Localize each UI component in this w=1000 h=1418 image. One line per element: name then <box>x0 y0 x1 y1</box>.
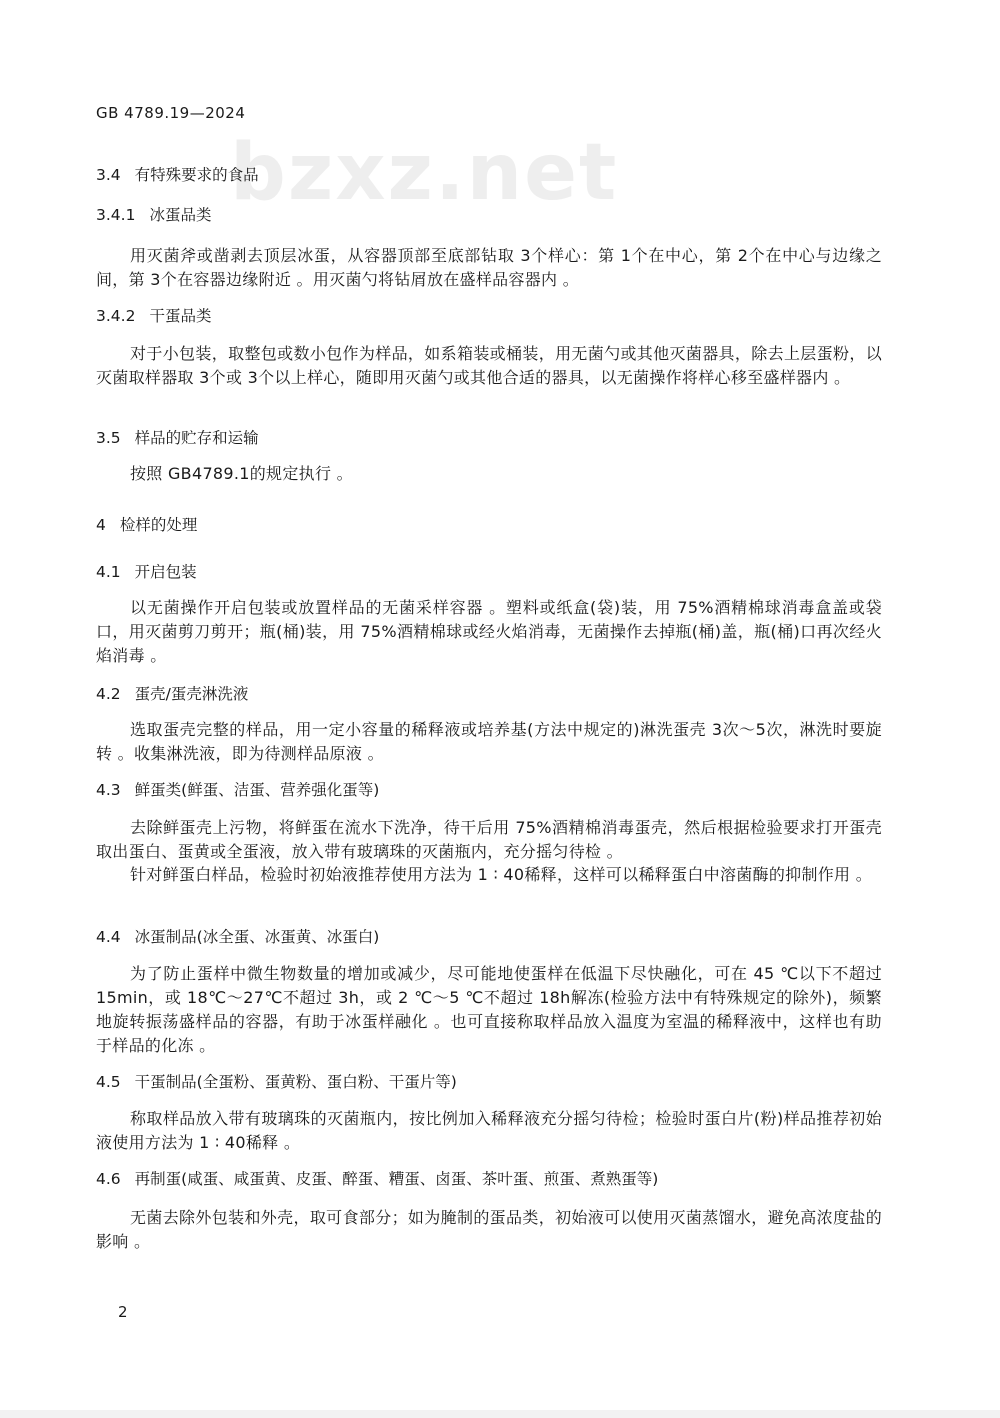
section-title: 冰蛋制品(冰全蛋、冰蛋黄、冰蛋白) <box>134 928 380 946</box>
section-number: 4.4 <box>96 928 121 946</box>
paragraph: 针对鲜蛋白样品，检验时初始液推荐使用方法为 1 ∶ 40稀释，这样可以稀释蛋白中溶菌酶的抑制作用 。 <box>130 865 873 884</box>
section-heading-4-3 <box>96 779 379 801</box>
paragraph: 按照 GB4789.1的规定执行 。 <box>130 464 353 483</box>
watermark-logo: bzxz.net <box>230 128 619 218</box>
section-heading-4-6 <box>96 1168 658 1190</box>
section-number: 4 <box>96 516 106 534</box>
section-heading-4-2 <box>96 683 248 705</box>
section-heading-3-4-1 <box>96 204 211 226</box>
section-number: 3.4 <box>96 166 121 184</box>
section-number: 4.5 <box>96 1073 121 1091</box>
paragraph: 无菌去除外包装和外壳，取可食部分；如为腌制的蛋品类，初始液可以使用灭菌蒸馏水，避免高浓度盐的影响 。 <box>96 1208 882 1251</box>
paragraph: 为了防止蛋样中微生物数量的增加或减少，尽可能地使蛋样在低温下尽快融化，可在 45 ℃以下不超过 15min，或 18℃～27℃不超过 3h，或 2 ℃～5 ℃不超过 18h解冻(检验方法中有特殊规定的除外)，频繁地旋转振荡盛样品的容器，有助于冰蛋样融化 。也可直接称取样品放入温度为室温的稀释液中，这样也有助于样品的化冻 。 <box>96 964 882 1055</box>
page-number: 2 <box>118 1303 128 1321</box>
section-title: 鲜蛋类(鲜蛋、洁蛋、营养强化蛋等) <box>134 781 380 799</box>
paragraph: 去除鲜蛋壳上污物，将鲜蛋在流水下洗净，待干后用 75%酒精棉消毒蛋壳，然后根据检验要求打开蛋壳取出蛋白、蛋黄或全蛋液，放入带有玻璃珠的灭菌瓶内，充分摇匀待检 。 <box>96 818 882 861</box>
section-number: 4.6 <box>96 1170 121 1188</box>
section-heading-3-4-2 <box>96 305 211 327</box>
paragraph: 以无菌操作开启包装或放置样品的无菌采样容器 。塑料或纸盒(袋)装，用 75%酒精棉球消毒盒盖或袋口，用灭菌剪刀剪开；瓶(桶)装，用 75%酒精棉球或经火焰消毒，无菌操作去掉瓶(桶)盖，瓶(桶)口再次经火焰消毒 。 <box>96 598 882 665</box>
section-heading-4 <box>96 514 197 536</box>
paragraph: 选取蛋壳完整的样品，用一定小容量的稀释液或培养基(方法中规定的)淋洗蛋壳 3次～5次，淋洗时要旋转 。收集淋洗液，即为待测样品原液 。 <box>96 720 882 763</box>
section-heading-4-5 <box>96 1071 457 1093</box>
section-number: 3.5 <box>96 429 121 447</box>
section-title: 冰蛋品类 <box>149 206 212 224</box>
section-heading-4-1 <box>96 561 197 583</box>
section-title: 样品的贮存和运输 <box>134 429 259 447</box>
section-number: 3.4.2 <box>96 307 136 325</box>
section-heading-3-5 <box>96 427 259 449</box>
section-heading-3-4 <box>96 164 259 186</box>
paragraph: 用灭菌斧或凿剥去顶层冰蛋，从容器顶部至底部钻取 3个样心：第 1个在中心，第 2个在中心与边缘之间，第 3个在容器边缘附近 。用灭菌勺将钻屑放在盛样品容器内 。 <box>96 246 882 289</box>
section-heading-4-4 <box>96 926 379 948</box>
paragraph: 称取样品放入带有玻璃珠的灭菌瓶内，按比例加入稀释液充分摇匀待检；检验时蛋白片(粉)样品推荐初始液使用方法为 1 ∶ 40稀释 。 <box>96 1109 882 1152</box>
standard-header: GB 4789.19—2024 <box>96 104 246 122</box>
section-title: 再制蛋(咸蛋、咸蛋黄、皮蛋、醉蛋、糟蛋、卤蛋、茶叶蛋、煎蛋、煮熟蛋等) <box>134 1170 659 1188</box>
section-number: 4.2 <box>96 685 121 703</box>
section-number: 3.4.1 <box>96 206 136 224</box>
section-title: 开启包装 <box>134 563 197 581</box>
section-title: 有特殊要求的食品 <box>134 166 259 184</box>
section-title: 检样的处理 <box>119 516 198 534</box>
section-number: 4.1 <box>96 563 121 581</box>
section-title: 干蛋品类 <box>149 307 212 325</box>
section-number: 4.3 <box>96 781 121 799</box>
section-title: 干蛋制品(全蛋粉、蛋黄粉、蛋白粉、干蛋片等) <box>134 1073 457 1091</box>
section-title: 蛋壳/蛋壳淋洗液 <box>134 685 249 703</box>
paragraph: 对于小包装，取整包或数小包作为样品，如系箱装或桶装，用无菌勺或其他灭菌器具，除去上层蛋粉，以灭菌取样器取 3个或 3个以上样心，随即用灭菌勺或其他合适的器具，以无菌操作将样心移至盛样器内 。 <box>96 344 882 387</box>
